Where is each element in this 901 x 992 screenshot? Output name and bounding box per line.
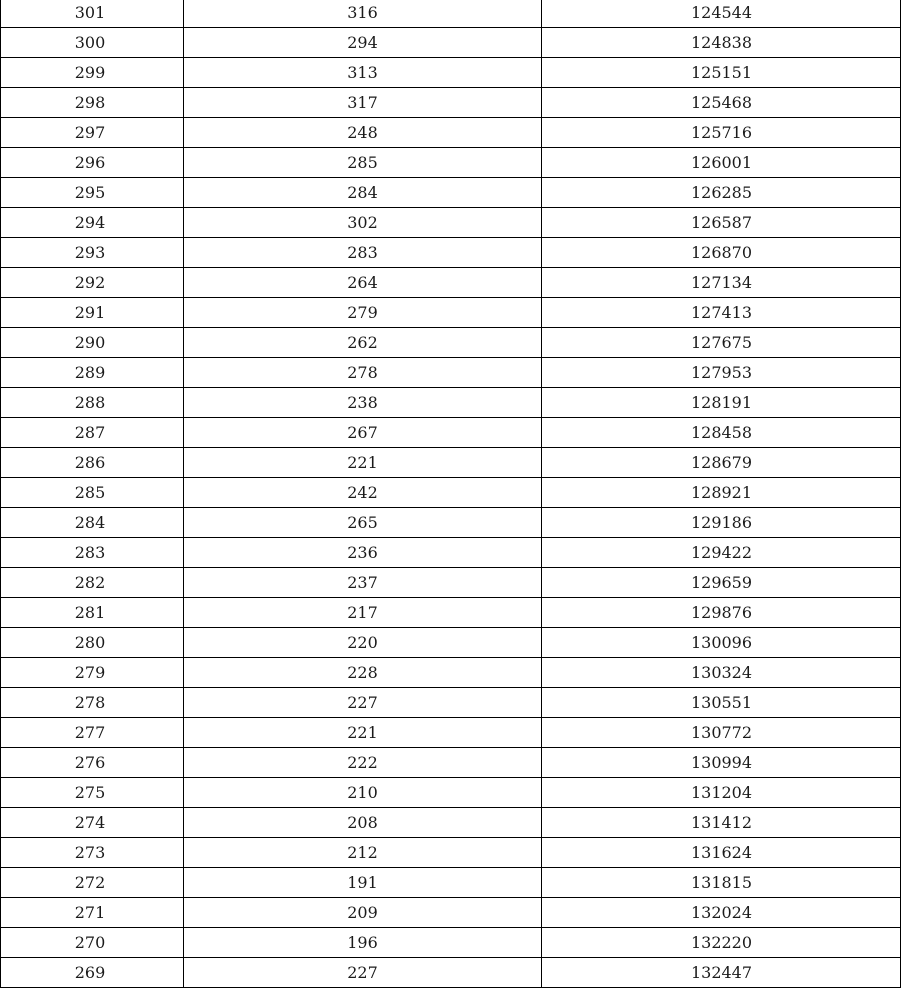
cell-score: 280 <box>1 628 184 658</box>
table-row <box>1 0 901 28</box>
cell-count: 209 <box>184 898 542 928</box>
cell-count: 278 <box>184 358 542 388</box>
cell-score: 279 <box>1 658 184 688</box>
table-row <box>1 298 901 328</box>
table-row <box>1 58 901 88</box>
cell-cumulative: 126587 <box>542 208 901 238</box>
cell-count: 220 <box>184 628 542 658</box>
cell-cumulative: 129422 <box>542 538 901 568</box>
cell-score: 295 <box>1 178 184 208</box>
cell-score: 273 <box>1 838 184 868</box>
table-row <box>1 868 901 898</box>
cell-count: 264 <box>184 268 542 298</box>
cell-cumulative: 131204 <box>542 778 901 808</box>
cell-score: 284 <box>1 508 184 538</box>
cell-count: 238 <box>184 388 542 418</box>
cell-cumulative: 131815 <box>542 868 901 898</box>
cell-count: 302 <box>184 208 542 238</box>
table-row <box>1 208 901 238</box>
cell-score: 283 <box>1 538 184 568</box>
table-row <box>1 808 901 838</box>
cell-cumulative: 128921 <box>542 478 901 508</box>
table-row <box>1 598 901 628</box>
table-row <box>1 28 901 58</box>
cell-count: 317 <box>184 88 542 118</box>
table-row <box>1 268 901 298</box>
table-row <box>1 538 901 568</box>
cell-count: 279 <box>184 298 542 328</box>
cell-cumulative: 128458 <box>542 418 901 448</box>
table-row <box>1 568 901 598</box>
cell-score: 286 <box>1 448 184 478</box>
table-row <box>1 898 901 928</box>
cell-cumulative: 130096 <box>542 628 901 658</box>
table-row <box>1 748 901 778</box>
cell-count: 285 <box>184 148 542 178</box>
cell-score: 298 <box>1 88 184 118</box>
cell-cumulative: 128679 <box>542 448 901 478</box>
table-row <box>1 358 901 388</box>
table-row <box>1 658 901 688</box>
cell-count: 228 <box>184 658 542 688</box>
cell-score: 292 <box>1 268 184 298</box>
cell-count: 208 <box>184 808 542 838</box>
cell-count: 217 <box>184 598 542 628</box>
cell-cumulative: 127953 <box>542 358 901 388</box>
cell-cumulative: 125151 <box>542 58 901 88</box>
cell-score: 299 <box>1 58 184 88</box>
cell-count: 267 <box>184 418 542 448</box>
cell-count: 212 <box>184 838 542 868</box>
cell-cumulative: 131412 <box>542 808 901 838</box>
cell-count: 262 <box>184 328 542 358</box>
cell-count: 283 <box>184 238 542 268</box>
cell-score: 281 <box>1 598 184 628</box>
cell-score: 276 <box>1 748 184 778</box>
cell-score: 285 <box>1 478 184 508</box>
table-row <box>1 88 901 118</box>
cell-cumulative: 127413 <box>542 298 901 328</box>
cell-score: 288 <box>1 388 184 418</box>
table-row <box>1 688 901 718</box>
cell-cumulative: 132447 <box>542 958 901 988</box>
table-row <box>1 508 901 538</box>
table-row <box>1 148 901 178</box>
cell-count: 284 <box>184 178 542 208</box>
cell-count: 191 <box>184 868 542 898</box>
cell-count: 316 <box>184 0 542 28</box>
cell-cumulative: 131624 <box>542 838 901 868</box>
cell-count: 248 <box>184 118 542 148</box>
cell-cumulative: 126001 <box>542 148 901 178</box>
cell-score: 272 <box>1 868 184 898</box>
cell-cumulative: 130551 <box>542 688 901 718</box>
cell-cumulative: 130994 <box>542 748 901 778</box>
table-row <box>1 928 901 958</box>
cell-cumulative: 130772 <box>542 718 901 748</box>
cell-count: 196 <box>184 928 542 958</box>
cell-count: 227 <box>184 688 542 718</box>
table-row <box>1 118 901 148</box>
cell-cumulative: 128191 <box>542 388 901 418</box>
cell-score: 296 <box>1 148 184 178</box>
table-row <box>1 478 901 508</box>
cell-score: 300 <box>1 28 184 58</box>
cell-count: 237 <box>184 568 542 598</box>
table-body <box>1 0 901 988</box>
cell-score: 293 <box>1 238 184 268</box>
cell-score: 291 <box>1 298 184 328</box>
cell-count: 222 <box>184 748 542 778</box>
cell-score: 278 <box>1 688 184 718</box>
cell-score: 274 <box>1 808 184 838</box>
cell-cumulative: 130324 <box>542 658 901 688</box>
cell-score: 275 <box>1 778 184 808</box>
cell-cumulative: 127675 <box>542 328 901 358</box>
cell-score: 290 <box>1 328 184 358</box>
table-row <box>1 238 901 268</box>
table-row <box>1 838 901 868</box>
cell-count: 265 <box>184 508 542 538</box>
cell-count: 242 <box>184 478 542 508</box>
cell-cumulative: 129186 <box>542 508 901 538</box>
table-row <box>1 958 901 988</box>
cell-count: 221 <box>184 448 542 478</box>
cell-cumulative: 124544 <box>542 0 901 28</box>
cell-cumulative: 124838 <box>542 28 901 58</box>
cell-count: 294 <box>184 28 542 58</box>
table-row <box>1 448 901 478</box>
cell-count: 227 <box>184 958 542 988</box>
cell-score: 270 <box>1 928 184 958</box>
table-row <box>1 778 901 808</box>
cell-score: 269 <box>1 958 184 988</box>
cell-cumulative: 132220 <box>542 928 901 958</box>
cell-cumulative: 129659 <box>542 568 901 598</box>
cell-score: 287 <box>1 418 184 448</box>
cell-count: 236 <box>184 538 542 568</box>
cell-cumulative: 125716 <box>542 118 901 148</box>
table-row <box>1 418 901 448</box>
cell-score: 271 <box>1 898 184 928</box>
cell-score: 289 <box>1 358 184 388</box>
cell-cumulative: 129876 <box>542 598 901 628</box>
table-row <box>1 628 901 658</box>
cell-count: 221 <box>184 718 542 748</box>
table-row <box>1 388 901 418</box>
cell-score: 297 <box>1 118 184 148</box>
cell-count: 313 <box>184 58 542 88</box>
cell-cumulative: 125468 <box>542 88 901 118</box>
cell-score: 301 <box>1 0 184 28</box>
table-row <box>1 718 901 748</box>
cell-cumulative: 127134 <box>542 268 901 298</box>
cell-cumulative: 126285 <box>542 178 901 208</box>
table-row <box>1 178 901 208</box>
table-row <box>1 328 901 358</box>
cell-count: 210 <box>184 778 542 808</box>
cell-score: 282 <box>1 568 184 598</box>
cell-score: 277 <box>1 718 184 748</box>
cell-score: 294 <box>1 208 184 238</box>
cell-cumulative: 126870 <box>542 238 901 268</box>
cell-cumulative: 132024 <box>542 898 901 928</box>
